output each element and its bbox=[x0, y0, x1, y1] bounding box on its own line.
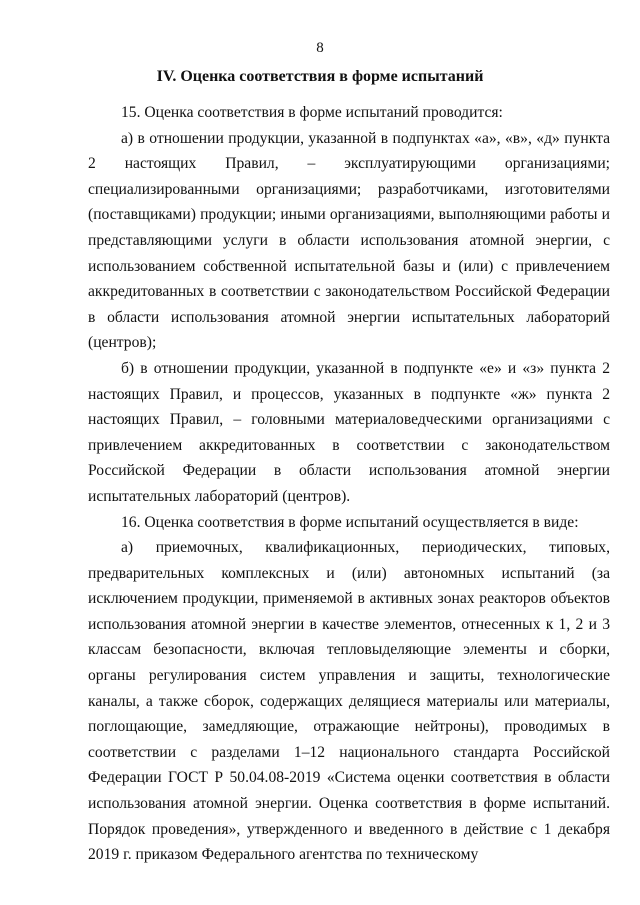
section-heading: IV. Оценка соответствия в форме испытаний bbox=[156, 68, 484, 85]
document-body bbox=[88, 100, 610, 868]
paragraph-16-a: а) приемочных, квалификационных, периодических, типовых, предварительных комплексных и (или) автономных испытаний (за исключением продукции, применяемой в активных зонах реакторов объектов использования атомной энергии в качестве элементов, отнесенных к 1, 2 и 3 классам безопасности, включая тепловыделяющие элементы и сборки, органы регулирования систем управления и защиты, технологические каналы, а также сборок, содержащих делящиеся материалы или материалы, поглощающие, замедляющие, отражающие нейтроны), проводимых в соответствии с разделами 1–12 национального стандарта Российской Федерации ГОСТ Р 50.04.08-2019 «Система оценки соответствия в области использования атомной энергии. Оценка соответствия в форме испытаний. Порядок проведения», утвержденного и введенного в действие с 1 декабря 2019 г. приказом Федерального агентства по техническому bbox=[88, 539, 610, 864]
paragraph-15-intro: 15. Оценка соответствия в форме испытаний проводится: bbox=[121, 104, 503, 121]
paragraph-15-a: а) в отношении продукции, указанной в подпунктах «а», «в», «д» пункта 2 настоящих Правил, – эксплуатирующими организациями; специализированными организациями; разработчиками, изготовителями (поставщиками) продукции; иными организациями, выполняющими работы и представляющими услуги в области использования атомной энергии, с использованием собственной испытательной базы и (или) с привлечением аккредитованных в соответствии с законодательством Российской Федерации в области использования атомной энергии испытательных лабораторий (центров); bbox=[88, 129, 610, 352]
paragraph-16-intro: 16. Оценка соответствия в форме испытаний осуществляется в виде: bbox=[121, 513, 579, 531]
page-number: 8 bbox=[316, 40, 324, 56]
paragraph-15-b: б) в отношении продукции, указанной в подпункте «е» и «з» пункта 2 настоящих Правил, и процессов, указанных в подпункте «ж» пункта 2 настоящих Правил, – головными материаловедческими организациями с привлечением аккредитованных в соответствии с законодательством Российской Федерации в области использования атомной энергии испытательных лабораторий (центров). bbox=[88, 359, 610, 505]
